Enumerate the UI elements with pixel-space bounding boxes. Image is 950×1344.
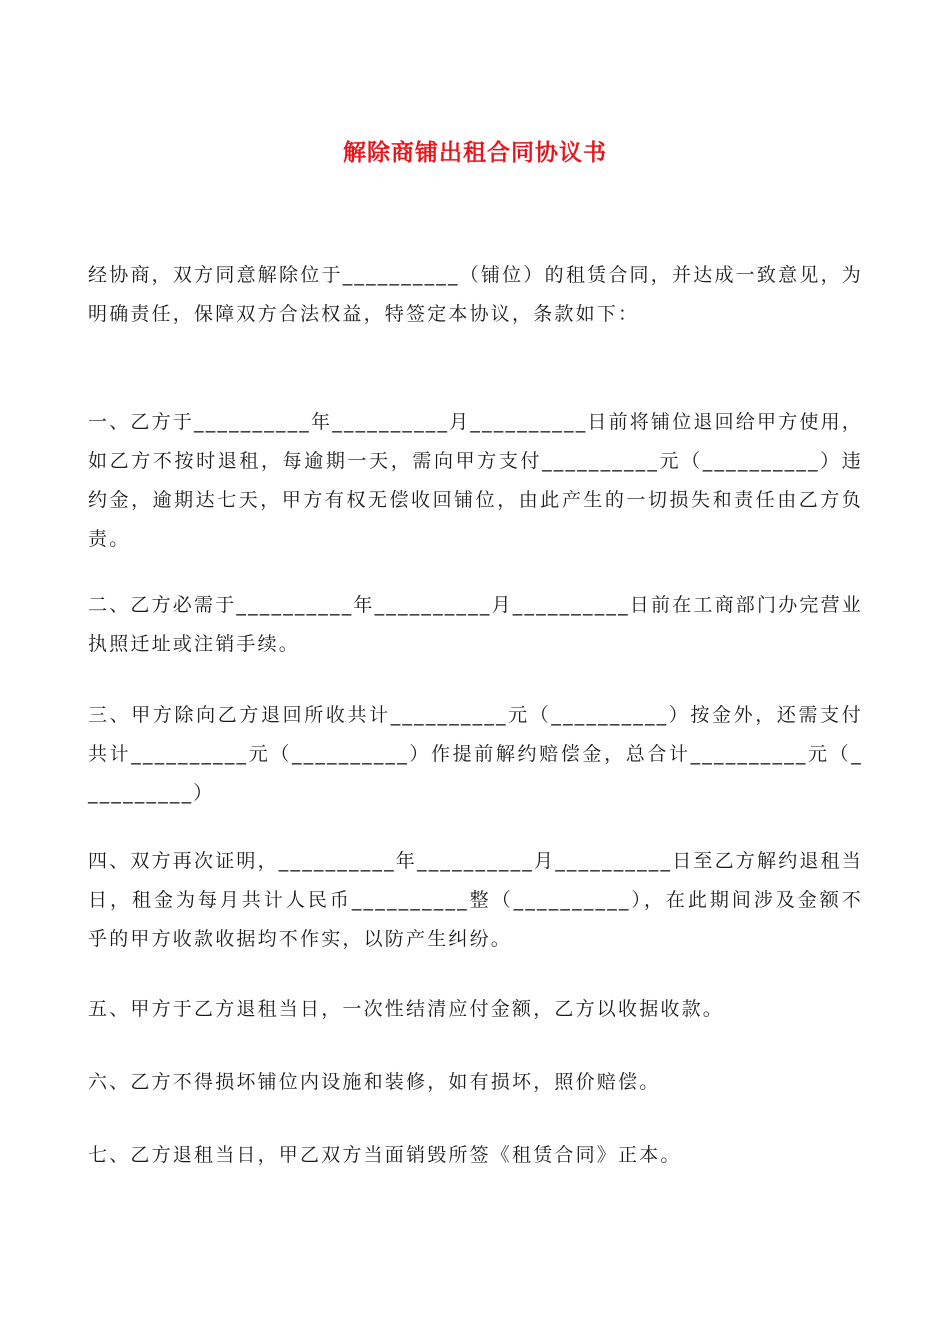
clause-1: 一、乙方于__________年__________月__________日前将铺位退回给甲方使用，如乙方不按时退租，每逾期一天，需向甲方支付__________元（__________）违约金，逾期达七天，甲方有权无偿收回铺位，由此产生的一切损失和责任由乙方负责。 bbox=[88, 411, 864, 550]
clause-7: 七、乙方退租当日，甲乙双方当面销毁所签《租赁合同》正本。 bbox=[88, 1144, 682, 1166]
clause-2: 二、乙方必需于__________年__________月__________日前在工商部门办完营业执照迁址或注销手续。 bbox=[88, 594, 864, 655]
intro-paragraph: 经协商，双方同意解除位于__________（铺位）的租赁合同，并达成一致意见，为明确责任，保障双方合法权益，特签定本协议，条款如下： bbox=[88, 264, 863, 325]
clause-6: 六、乙方不得损坏铺位内设施和装修，如有损坏，照价赔偿。 bbox=[88, 1071, 661, 1093]
clause-3: 三、甲方除向乙方退回所收共计__________元（__________）按金外，还需支付共计__________元（__________）作提前解约赔偿金，总合计__________元（__________） bbox=[88, 704, 863, 804]
clause-5: 五、甲方于乙方退租当日，一次性结清应付金额，乙方以收据收款。 bbox=[88, 998, 725, 1020]
document-title: 解除商铺出租合同协议书 bbox=[343, 140, 607, 166]
clause-4: 四、双方再次证明，__________年__________月__________日至乙方解约退租当日，租金为每月共计人民币__________整（__________），在此期间涉及金额不乎的甲方收款收据均不作实，以防产生纠纷。 bbox=[88, 850, 864, 950]
